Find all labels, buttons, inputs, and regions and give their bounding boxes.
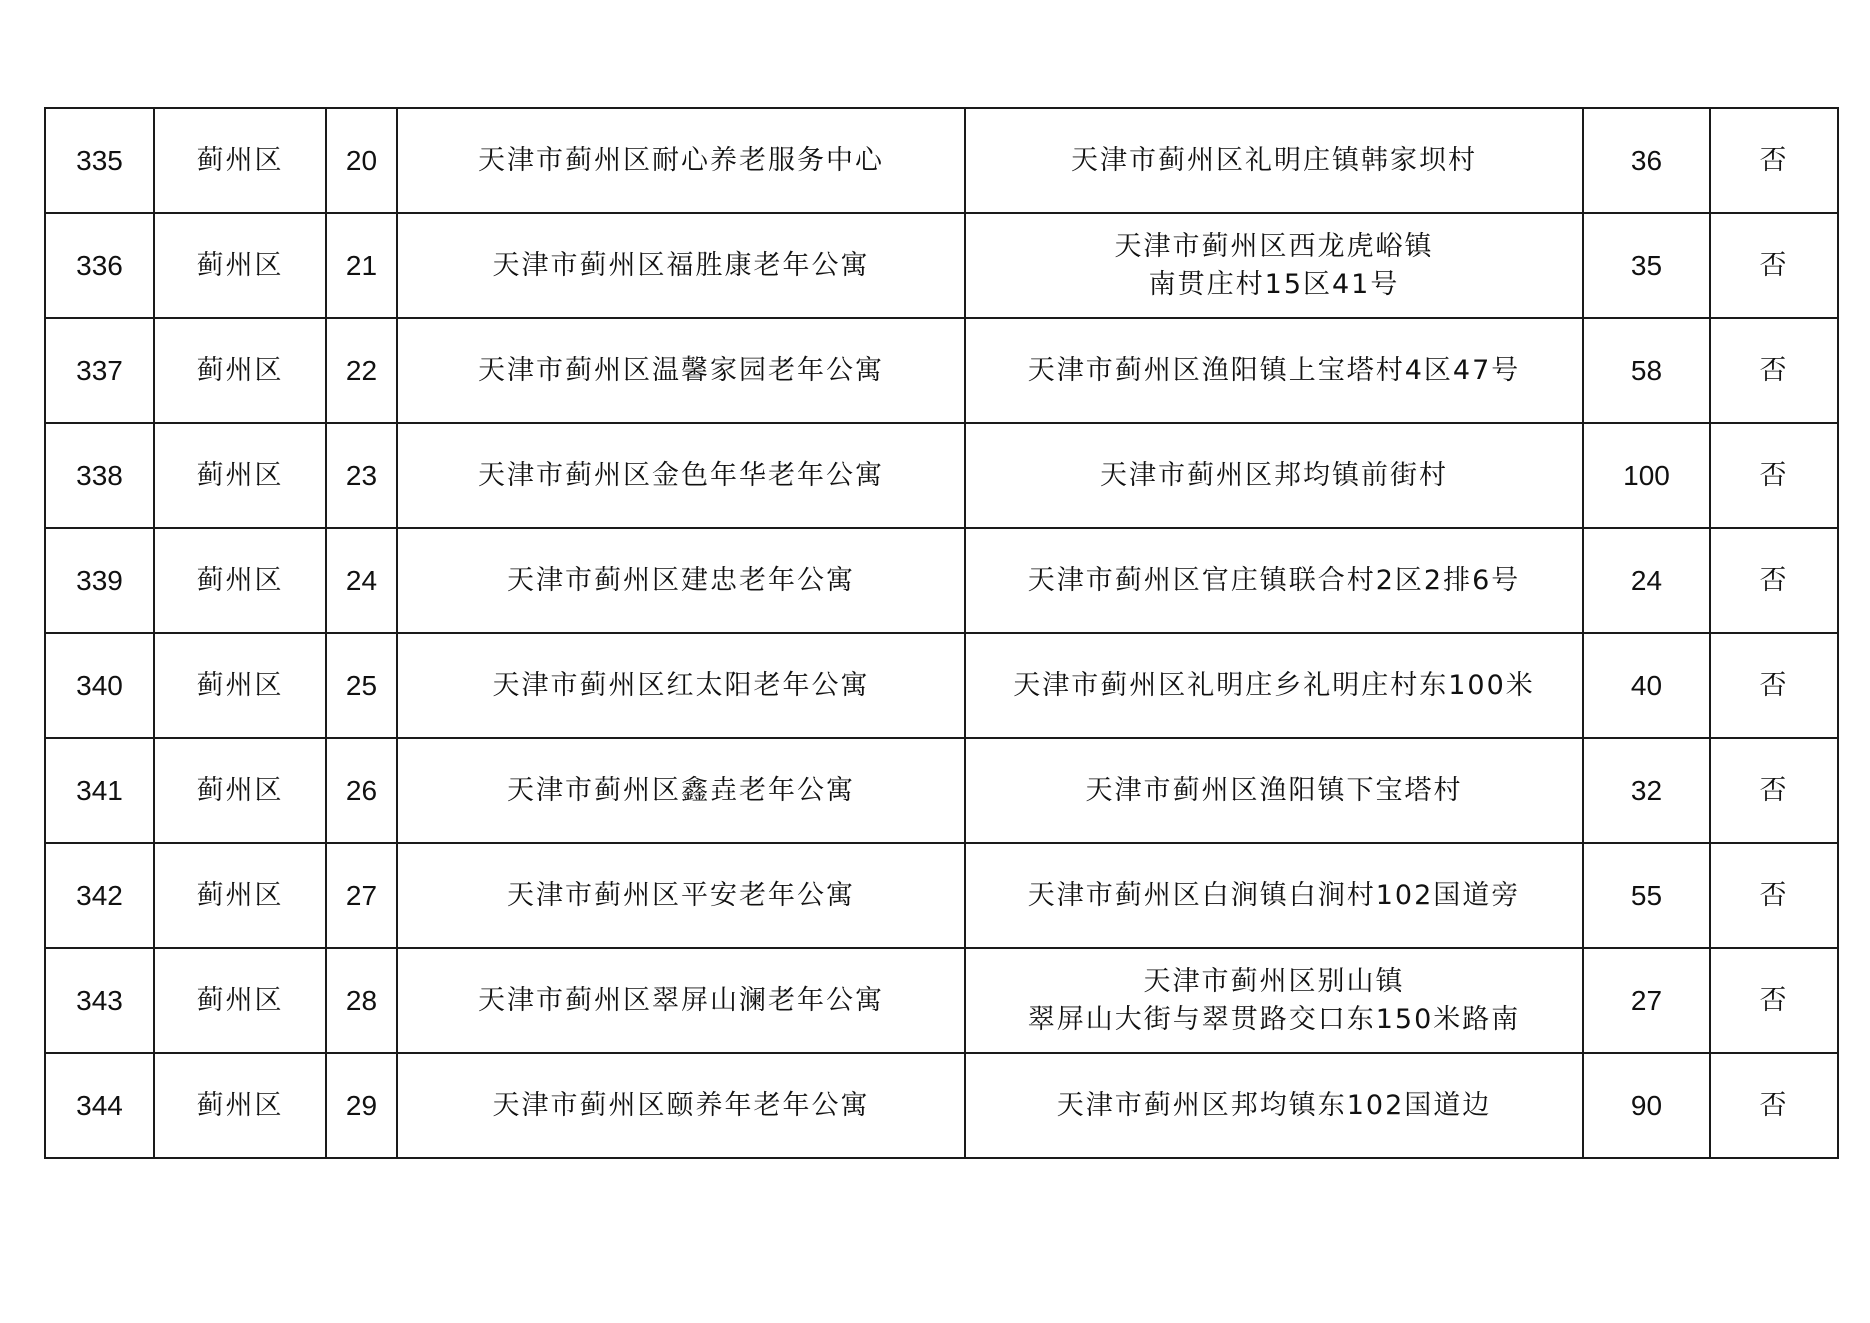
cell-institution-name: 天津市蓟州区颐养年老年公寓 <box>397 1053 965 1158</box>
cell-district-number: 22 <box>326 318 397 423</box>
table-row <box>45 1053 1838 1158</box>
cell-district: 蓟州区 <box>154 948 326 1053</box>
cell-district: 蓟州区 <box>154 318 326 423</box>
cell-flag: 否 <box>1710 528 1838 633</box>
address-line: 天津市蓟州区邦均镇东102国道边 <box>1056 1089 1492 1121</box>
cell-address <box>965 318 1583 423</box>
cell-sequence-number: 344 <box>45 1053 154 1158</box>
address-line: 翠屏山大街与翠贯路交口东150米路南 <box>1027 1003 1521 1035</box>
cell-bed-count: 36 <box>1583 108 1710 213</box>
cell-address <box>965 633 1583 738</box>
table-row <box>45 213 1838 318</box>
cell-district-number: 20 <box>326 108 397 213</box>
table-row <box>45 423 1838 528</box>
cell-address <box>965 948 1583 1053</box>
cell-address <box>965 843 1583 948</box>
cell-district-number: 25 <box>326 633 397 738</box>
cell-address <box>965 423 1583 528</box>
cell-district: 蓟州区 <box>154 738 326 843</box>
cell-flag: 否 <box>1710 108 1838 213</box>
cell-sequence-number: 341 <box>45 738 154 843</box>
table-row <box>45 948 1838 1053</box>
cell-flag: 否 <box>1710 738 1838 843</box>
cell-district: 蓟州区 <box>154 213 326 318</box>
cell-sequence-number: 336 <box>45 213 154 318</box>
cell-flag: 否 <box>1710 423 1838 528</box>
cell-institution-name: 天津市蓟州区福胜康老年公寓 <box>397 213 965 318</box>
cell-institution-name: 天津市蓟州区温馨家园老年公寓 <box>397 318 965 423</box>
cell-institution-name: 天津市蓟州区耐心养老服务中心 <box>397 108 965 213</box>
cell-district-number: 23 <box>326 423 397 528</box>
cell-address <box>965 738 1583 843</box>
cell-bed-count: 55 <box>1583 843 1710 948</box>
cell-institution-name: 天津市蓟州区红太阳老年公寓 <box>397 633 965 738</box>
table-row <box>45 633 1838 738</box>
cell-bed-count: 27 <box>1583 948 1710 1053</box>
cell-district-number: 24 <box>326 528 397 633</box>
cell-district-number: 28 <box>326 948 397 1053</box>
cell-flag: 否 <box>1710 843 1838 948</box>
address-line: 天津市蓟州区别山镇 <box>1143 965 1405 997</box>
cell-sequence-number: 337 <box>45 318 154 423</box>
table-row <box>45 843 1838 948</box>
cell-institution-name: 天津市蓟州区翠屏山澜老年公寓 <box>397 948 965 1053</box>
cell-district-number: 27 <box>326 843 397 948</box>
cell-address <box>965 528 1583 633</box>
cell-district: 蓟州区 <box>154 528 326 633</box>
table-row <box>45 108 1838 213</box>
cell-bed-count: 100 <box>1583 423 1710 528</box>
cell-flag: 否 <box>1710 948 1838 1053</box>
cell-bed-count: 90 <box>1583 1053 1710 1158</box>
address-line: 天津市蓟州区官庄镇联合村2区2排6号 <box>1027 564 1521 596</box>
cell-district: 蓟州区 <box>154 1053 326 1158</box>
address-line: 天津市蓟州区白涧镇白涧村102国道旁 <box>1027 879 1521 911</box>
address-line: 天津市蓟州区礼明庄镇韩家坝村 <box>1071 144 1477 176</box>
table-row <box>45 318 1838 423</box>
cell-sequence-number: 340 <box>45 633 154 738</box>
cell-flag: 否 <box>1710 633 1838 738</box>
cell-flag: 否 <box>1710 318 1838 423</box>
table-row <box>45 738 1838 843</box>
cell-institution-name: 天津市蓟州区鑫垚老年公寓 <box>397 738 965 843</box>
cell-bed-count: 24 <box>1583 528 1710 633</box>
table-body <box>45 108 1838 1158</box>
address-line: 天津市蓟州区礼明庄乡礼明庄村东100米 <box>1013 669 1535 701</box>
cell-bed-count: 32 <box>1583 738 1710 843</box>
cell-address <box>965 108 1583 213</box>
table-row <box>45 528 1838 633</box>
address-line: 天津市蓟州区邦均镇前街村 <box>1100 459 1448 491</box>
cell-sequence-number: 338 <box>45 423 154 528</box>
cell-bed-count: 35 <box>1583 213 1710 318</box>
cell-bed-count: 40 <box>1583 633 1710 738</box>
cell-institution-name: 天津市蓟州区平安老年公寓 <box>397 843 965 948</box>
address-line: 天津市蓟州区渔阳镇上宝塔村4区47号 <box>1027 354 1521 386</box>
cell-address <box>965 213 1583 318</box>
cell-district: 蓟州区 <box>154 108 326 213</box>
cell-district-number: 26 <box>326 738 397 843</box>
cell-institution-name: 天津市蓟州区建忠老年公寓 <box>397 528 965 633</box>
cell-flag: 否 <box>1710 1053 1838 1158</box>
cell-sequence-number: 339 <box>45 528 154 633</box>
cell-bed-count: 58 <box>1583 318 1710 423</box>
cell-sequence-number: 343 <box>45 948 154 1053</box>
cell-district-number: 29 <box>326 1053 397 1158</box>
address-line: 天津市蓟州区西龙虎峪镇 <box>1114 230 1434 262</box>
cell-sequence-number: 335 <box>45 108 154 213</box>
cell-flag: 否 <box>1710 213 1838 318</box>
cell-institution-name: 天津市蓟州区金色年华老年公寓 <box>397 423 965 528</box>
cell-district: 蓟州区 <box>154 423 326 528</box>
address-line: 南贯庄村15区41号 <box>1148 268 1400 300</box>
cell-district: 蓟州区 <box>154 843 326 948</box>
cell-address <box>965 1053 1583 1158</box>
cell-district-number: 21 <box>326 213 397 318</box>
address-line: 天津市蓟州区渔阳镇下宝塔村 <box>1085 774 1463 806</box>
cell-district: 蓟州区 <box>154 633 326 738</box>
cell-sequence-number: 342 <box>45 843 154 948</box>
institution-table <box>44 107 1839 1159</box>
